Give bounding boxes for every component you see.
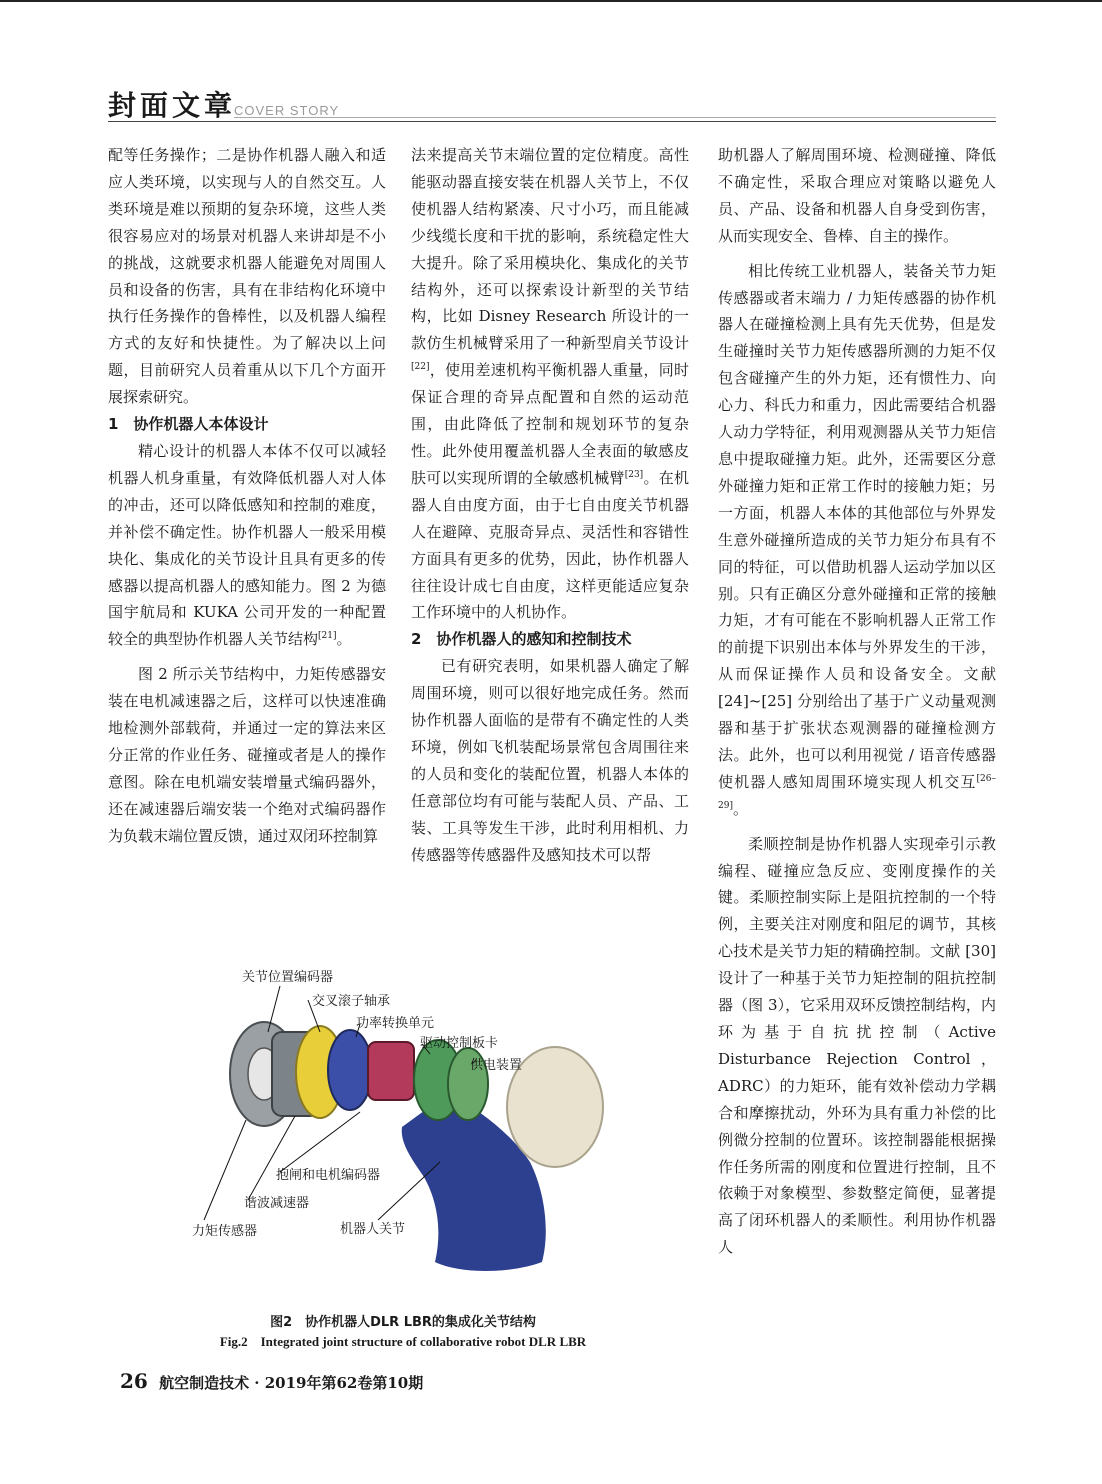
label-joint-position-encoder: 关节位置编码器: [242, 970, 334, 985]
section-subtitle: COVER STORY: [234, 103, 340, 118]
top-border: [0, 0, 1102, 2]
paragraph: 助机器人了解周围环境、检测碰撞、降低不确定性，采取合理应对策略以避免人员、产品、设备和机器人自身受到伤害，从而实现安全、鲁棒、自主的操作。: [718, 146, 996, 245]
paragraph: 图 2 所示关节结构中，力矩传感器安装在电机减速器之后，这样可以快速准确地检测外部载荷，并通过一定的算法来区分正常的作业任务、碰撞或者是人的操作意图。除在电机端安装增量式编码器外，还在减速器后端安装一个绝对式编码器作为负载末端位置反馈，通过双闭环控制算: [108, 665, 386, 845]
page-number: 26: [120, 1369, 148, 1393]
label-robot-joint: 机器人关节: [340, 1222, 406, 1237]
figure-caption-cn: 图2 协作机器人DLR LBR的集成化关节结构: [270, 1315, 536, 1330]
label-power-supply: 供电装置: [470, 1058, 523, 1073]
citation: [23]: [624, 469, 644, 480]
text-column-3: [718, 142, 996, 1261]
encoder-disk: [328, 1030, 372, 1110]
label-drive-control-board: 驱动控制板卡: [420, 1036, 499, 1051]
section-title: 封面文章: [108, 89, 237, 122]
citation: [26–29]: [718, 773, 996, 811]
paragraph: 相比传统工业机器人，装备关节力矩传感器或者末端力 / 力矩传感器的协作机器人在碰撞检测上具有先天优势，但是发生碰撞时关节力矩传感器所测的力矩不仅包含碰撞产生的外力矩，还有惯性力、向心力、科氏力和重力，因此需要结合机器人动力学特征，利用观测器从关节力矩信息中提取碰撞力矩。此外，还需要区分意外碰撞力矩和正常工作时的接触力矩；另一方面，机器人本体的其他部位与外界发生意外碰撞所造成的关节力矩分布具有不同的特征，可以借助机器人运动学加以区别。只有正确区分意外碰撞和正常的接触力矩，才有可能在不影响机器人正常工作的前提下识别出本体与外界发生的干涉，从而保证操作人员和设备安全。文献 [24]~[25] 分别给出了基于广义动量观测器和基于扩张状态观测器的碰撞检测方法。此外，也可以利用视觉 / 语音传感器使机器人感知周围环境实现人机交互[26–29]。: [718, 261, 996, 818]
paragraph: 柔顺控制是协作机器人实现牵引示教编程、碰撞应急反应、变刚度操作的关键。柔顺控制实际上是阻抗控制的一个特例，主要关注对刚度和阻尼的调节，其核心技术是关节力矩的精确控制。文献 [30] 设计了一种基于关节力矩控制的阻抗控制器（图 3），它采用双环反馈控制结构，内环为基于自抗扰控制（Active Disturbance Rejection Control，ADRC）的力矩环，能有效补偿动力学耦合和摩擦扰动，外环为具有重力补偿的比例微分控制的位置环。该控制器能根据操作任务所需的刚度和位置进行控制，且不依赖于对象模型、参数整定简便，显著提高了闭环机器人的柔顺性。利用协作机器人: [718, 834, 996, 1257]
label-crossed-roller-bearing: 交叉滚子轴承: [312, 994, 391, 1009]
figure-caption-en: Fig.2 Integrated joint structure of collaborative robot DLR LBR: [219, 1334, 587, 1349]
paragraph: 法来提高关节末端位置的定位精度。高性能驱动器直接安装在机器人关节上，不仅使机器人结构紧凑、尺寸小巧，而且能减少线缆长度和干扰的影响，系统稳定性大大提升。除了采用模块化、集成化的关节结构外，还可以探索设计新型的关节结构，比如 Disney Research 所设计的一款仿生机械臂采用了一种新型肩关节设计[22]，使用差速机构平衡机器人重量，同时保证合理的奇异点配置和自然的运动范围，由此降低了控制和规划环节的复杂性。此外使用覆盖机器人全表面的敏感皮肤可以实现所谓的全敏感机械臂[23]。在机器人自由度方面，由于七自由度关节机器人在避障、克服奇异点、灵活性和容错性方面具有更多的优势，因此，协作机器人往往设计成七自由度，这样更能适应复杂工作环境中的人机协作。: [411, 146, 689, 622]
figure-joint-structure: [180, 962, 610, 1307]
paragraph: 已有研究表明，如果机器人确定了解周围环境，则可以很好地完成任务。然而协作机器人面临的是带有不确定性的人类环境，例如飞机装配场景常包含周围往来的人员和变化的装配位置，机器人本体的任意部位均有可能与装配人员、产品、工装、工具等发生干涉，此时利用相机、力传感器等传感器件及感知技术可以帮: [411, 657, 689, 864]
paragraph: 配等任务操作；二是协作机器人融入和适应人类环境，以实现与人的自然交互。人类环境是难以预期的复杂环境，这些人类很容易应对的场景对机器人来讲却是不小的挑战，这就要求机器人能避免对周围人员和设备的伤害，具有在非结构化环境中执行任务操作的鲁棒性，以及机器人编程方式的友好和快捷性。为了解决以上问题，目前研究人员着重从以下几个方面开展探索研究。: [108, 146, 386, 407]
header-thin-rule: [234, 117, 996, 118]
section-heading-2: 2 协作机器人的感知和控制技术: [411, 630, 632, 649]
citation: [21]: [318, 631, 337, 642]
header-rule: [108, 121, 996, 122]
citation: [22]: [411, 362, 430, 373]
label-harmonic-reducer: 谐波减速器: [244, 1196, 310, 1211]
motor-unit: [368, 1042, 414, 1100]
label-power-conversion-unit: 功率转换单元: [356, 1016, 435, 1031]
label-torque-sensor: 力矩传感器: [192, 1224, 258, 1239]
paragraph: 精心设计的机器人本体不仅可以减轻机器人机身重量，有效降低机器人对人体的冲击，还可以降低感知和控制的难度，并补偿不确定性。协作机器人一般采用模块化、集成化的关节设计且具有更多的传感器以提高机器人的感知能力。图 2 为德国宇航局和 KUKA 公司开发的一种配置较全的典型协作机器人关节结构[21]。: [108, 441, 386, 649]
journal-info: 航空制造技术 · 2019年第62卷第10期: [159, 1374, 424, 1392]
text-column-2: [411, 142, 689, 868]
text-column-1: [108, 142, 386, 850]
page-footer: [120, 1369, 423, 1393]
section-heading-1: 1 协作机器人本体设计: [108, 415, 269, 434]
label-brake-motor-encoder: 抱闸和电机编码器: [276, 1168, 381, 1183]
